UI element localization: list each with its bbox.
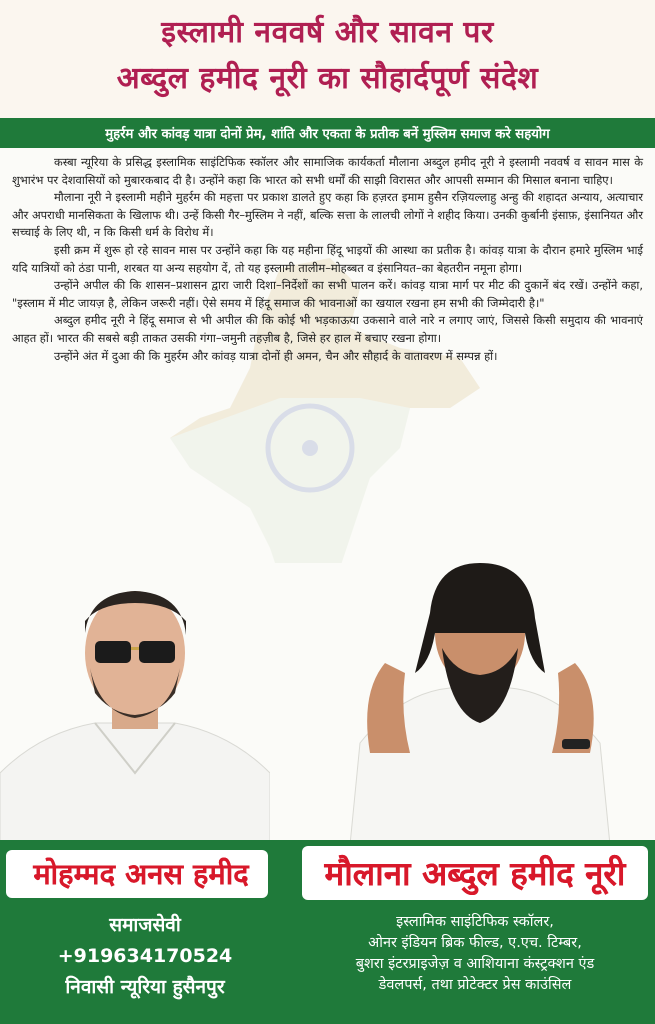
paragraph-4: उन्होंने अपील की कि शासन–प्रशासन द्वारा जारी दिशा–निर्देशों का सभी पालन करें। कांवड़ यात्रा मार्ग पर मीट की दुकानें बंद रखें। उन्होंने कहा, "इस्लाम में मीट जायज़ है, लेकिन जरूरी नहीं। ऐसे समय में हिंदू समाज की भावनाओं का खयाल रखना हम सभी की जिम्मेदारी है।" (12, 278, 643, 310)
left-person-address: निवासी न्यूरिया हुसैनपुर (65, 976, 225, 998)
left-person-name-text: मोहम्मद अनस हमीद (33, 857, 249, 891)
paragraph-1: कस्बा न्यूरिया के प्रसिद्ध इस्लामिक साइंटिफिक स्कॉलर और सामाजिक कार्यकर्ता मौलाना अब्दुल हमीद नूरी ने इस्लामी नववर्ष व सावन मास के शुभारंभ पर देशवासियों को मुबारकबाद दी है। उन्होंने कहा कि भारत को सभी धर्मों की साझी विरासत और आपसी सम्मान की मिसाल बनाना चाहिए। (12, 155, 643, 187)
paragraph-2: मौलाना नूरी ने इस्लामी महीने मुहर्रम की महत्ता पर प्रकाश डालते हुए कहा कि हज़रत इमाम हुसैन रज़ियल्लाहु अन्हु की शहादत अन्याय, अत्याचार और अपराधी मानसिकता के खिलाफ थी। उन्हें किसी गैर–मुस्लिम ने नहीं, बल्कि सत्ता के लालची लोगों ने शहीद किया। उनकी कुर्बानी इंसाफ़, इंसानियत और सच्चाई के लिए थी, न कि किसी धर्म के विरोध में। (12, 190, 643, 240)
portrait-right-person (330, 563, 630, 845)
left-person-name (6, 854, 276, 893)
paragraph-5: अब्दुल हमीद नूरी ने हिंदू समाज से भी अपील की कि कोई भी भड़काऊया उकसाने वाले नारे न लगाए जाएं, जिससे किसी समुदाय की भावनाएं आहत हों। भारत की सबसे बड़ी ताकत उसकी गंगा–जमुनी तहज़ीब है, जिसे हर हाल में बचाए रखना होगा। (12, 313, 643, 345)
photos-area (0, 563, 655, 845)
left-person-role: समाजसेवी (109, 914, 181, 936)
right-person-name (300, 850, 650, 895)
right-person-name-text: मौलाना अब्दुल हमीद नूरी (324, 854, 626, 893)
footer (0, 840, 655, 1024)
right-person-line-1: इस्लामिक साइंटिफिक स्कॉलर, (396, 914, 554, 930)
right-person-line-2: ओनर इंडियन ब्रिक फील्ड, ए.एच. टिम्बर, (368, 935, 582, 951)
paragraphs (0, 154, 655, 365)
subheading-bar (0, 118, 655, 148)
header (0, 0, 655, 119)
paragraph-6: उन्होंने अंत में दुआ की कि मुहर्रम और कांवड़ यात्रा दोनों ही अमन, चैन और सौहार्द के वातावरण में सम्पन्न हों। (54, 348, 498, 363)
paragraph-3: इसी क्रम में शुरू हो रहे सावन मास पर उन्होंने कहा कि यह महीना हिंदू भाइयों की आस्था का प्रतीक है। कांवड़ यात्रा के दौरान हमारे मुस्लिम भाई यदि यात्रियों को ठंडा पानी, शरबत या अन्य सहयोग दें, तो यह इस्लामी तालीम–मोहब्बत व इंसानियत–का बेहतरीन नमूना होगा। (12, 242, 643, 275)
right-person-line-3: बुशरा इंटरप्राइजेज़ व आशियाना कंस्ट्रक्शन एंड (355, 956, 595, 972)
left-person-info (0, 910, 290, 1003)
article-body (0, 148, 655, 563)
title-line-2: अब्दुल हमीद नूरी का सौहार्दपूर्ण संदेश (116, 61, 539, 96)
left-person-phone: +919634170524 (57, 945, 233, 967)
title-line-1: इस्लामी नववर्ष और सावन पर (161, 15, 494, 50)
portrait-left-person (0, 573, 270, 845)
subheading: मुहर्रम और कांवड़ यात्रा दोनों प्रेम, शांति और एकता के प्रतीक बनें मुस्लिम समाज करे सहयोग (105, 127, 550, 142)
right-person-info (300, 912, 650, 996)
right-person-line-4: डेवलपर्स, तथा प्रोटेक्टर प्रेस काउंसिल (378, 977, 572, 993)
